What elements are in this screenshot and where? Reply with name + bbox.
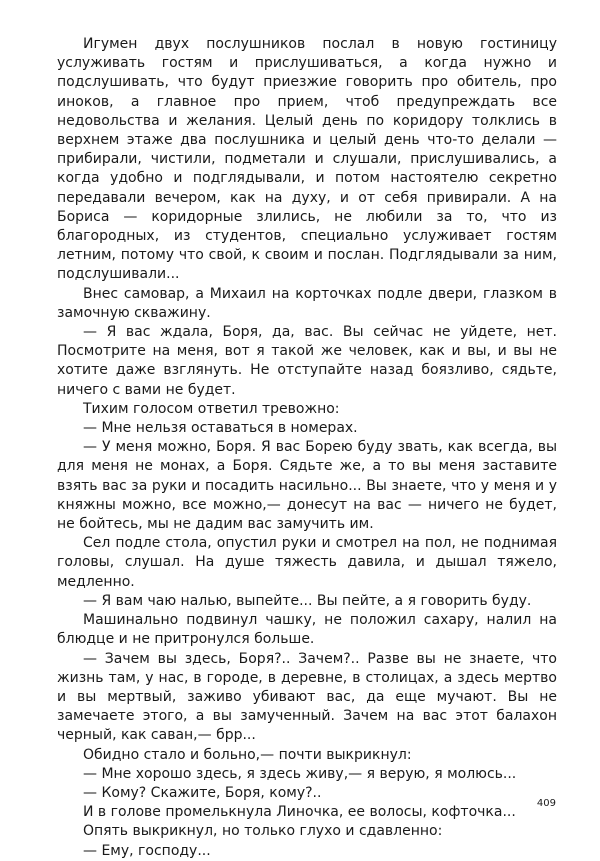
paragraph: — Мне хорошо здесь, я здесь живу,— я верую, я молюсь...: [83, 765, 517, 782]
paragraph: — Мне нельзя оставаться в номерах.: [83, 420, 358, 437]
paragraph: Тихим голосом ответил тревожно:: [83, 400, 340, 417]
paragraph: — У меня можно, Боря. Я вас Борею буду звать, как всегда, вы для меня не монах, а Боря. Сядьте же, а то вы меня заставите взять вас за руки и посадить насильно... Вы знаете, что у меня и у княжны можно, все можно,— донесут на вас — ничего не будет, не бойтесь, мы не дадим вас замучить им.: [57, 439, 557, 533]
paragraph: — Кому? Скажите, Боря, кому?..: [83, 784, 322, 801]
paragraph: — Я вас ждала, Боря, да, вас. Вы сейчас не уйдете, нет. Посмотрите на меня, вот я такой же человек, как и вы, и вы не хотите даже взглянуть. Не отступайте назад боязливо, сядьте, ничего с вами не будет.: [57, 324, 557, 398]
page-number: 409: [536, 798, 556, 809]
paragraph: Сел подле стола, опустил руки и смотрел на пол, не поднимая головы, слушал. На душе тяжесть давила, и дышал тяжело, медленно.: [57, 535, 557, 590]
paragraph: Внес самовар, а Михаил на корточках подле двери, глазком в замочную скважину.: [57, 285, 557, 321]
paragraph: Обидно стало и больно,— почти выкрикнул:: [83, 746, 412, 763]
paragraph: — Зачем вы здесь, Боря?.. Зачем?.. Разве вы не знаете, что жизнь там, у нас, в городе, в деревне, в столицах, а здесь мертво и вы мертвый, заживо убивают вас, да еще мучают. Вы не замечаете этого, а вы замученный. Зачем на вас этот балахон черный, как саван,— брр...: [57, 650, 557, 744]
paragraph: Машинально подвинул чашку, не положил сахару, налил на блюдце и не притронулся больше.: [57, 612, 557, 648]
paragraph: Опять выкрикнул, но только глухо и сдавленно:: [83, 823, 443, 840]
page-body: [57, 35, 557, 861]
paragraph: — Я вам чаю налью, выпейте... Вы пейте, а я говорить буду.: [83, 592, 532, 609]
paragraph: И в голове промелькнула Линочка, ее волосы, кофточка...: [83, 804, 516, 821]
paragraph: — Ему, господу...: [83, 842, 211, 859]
paragraph: Игумен двух послушников послал в новую гостиницу услуживать гостям и прислушиваться, а когда нужно и подслушивать, что будут приезжие говорить про обитель, про иноков, а главное про прием, чтоб предупреждать все недовольства и желания. Целый день по коридору толклись в верхнем этаже два послушника и целый день что-то делали — прибирали, чистили, подметали и слушали, прислушивались, а когда удобно и подглядывали, и потом настоятелю секретно передавали вечером, как на духу, и от себя привирали. А на Бориса — коридорные злились, не любили за то, что из благородных, из студентов, специально услуживает гостям летним, потому что свой, к своим и послан. Подглядывали за ним, подслушивали...: [57, 36, 557, 283]
